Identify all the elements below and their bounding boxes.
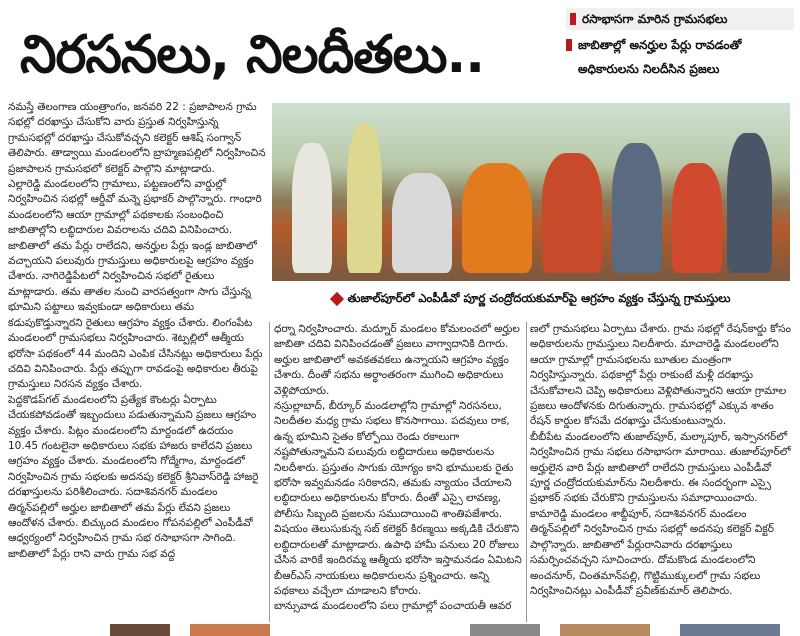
paragraph: కామారెడ్డి మండలం శాబ్దీపూర్, సదాశివనగర్ మండలం తిర్మన్‌పల్లిలో నిర్వహించిన గ్రామ సభల్లో అదనపు కలెక్టర్ విక్టర్ పాల్గొన్నారు. జాబితాలో పేర్లురానివారు దరఖాస్తులు సమర్పించవచ్చని సూచించారు. దోమకొండ మండలంలోని అంచనూర్, చింతమాన్‌పల్లి, గొట్టిముక్కులలో గ్రామ సభలు నిర్వహించినట్లు ఎంపీడీవో ప్రవీణ్‌కుమార్ తెలిపారు.	[530, 507, 774, 597]
highlights-box	[566, 8, 794, 98]
paragraph: బాన్సువాడ మండలంలోని పలు గ్రామాల్లో పంచాయతీ ఆవర	[274, 600, 512, 613]
paragraph: ఎల్లారెడ్డి మండలంలోని గ్రామాలు, పట్టణంలోని వార్డుల్లో నిర్వహించిన సభల్లో ఆర్డీవో మన్నె ప్రభాకర్ పాల్గొన్నారు. గాంధారి మండలంలోని ఆయా గ్రామాల్లో పథకాలకు సంబంధించి జాబితాల్లోని లబ్ధిదారుల వివరాలను చదివి వినిపించారు. జాబితాలో తమ పేర్లు రాలేదని, అనర్హుల పేర్లు ఇండ్ల జాబితాలో వచ్చాయని పలువురు గ్రామస్తులు అధికారులపై ఆగ్రహం వ్యక్తం చేశారు. నాగిరెడ్డిపేటలో నిర్వహించిన సభలో రైతులు మాట్లాడారు. తమ తాతల నుంచి వారసత్వంగా సాగు చేస్తున్న భూమిని పట్టాలు ఇవ్వకుండా అధికారులు తమ కడుపుకొడ్తున్నారని రైతులు ఆగ్రహం వ్యక్తం చేశారు. లింగంపేట మండలంలో గ్రామసభలు నిర్వహించారు. శెట్పల్లిలో ఆత్మీయ భరోసా పథకంలో 44 మందిని ఎంపిక చేసినట్లు అధికారులు పేర్లు చదివి వినిపించారు. పేర్లు తప్పుగా రావడంపై అధికారుల తీరుపై గ్రామస్తులు నిరసన వ్యక్తం చేశారు.	[8, 178, 263, 391]
paragraph: నమస్తే తెలంగాణ యంత్రాంగం, జనవరి 22 : ప్రజాపాలన గ్రామ సభల్లో దరఖాస్తు చేసుకోని వారు ప్రస్తుత నిర్వహిస్తున్న గ్రామసభల్లో దరఖాస్తు చేసుకోవచ్చని కలెక్టర్ ఆశిష్ సంగ్వాన్ తెలిపారు. తాడ్వాయి మండలంలోని బ్రాహ్మణపల్లిలో నిర్వహించిన ప్రజాపాలన గ్రామసభలో కలెక్టర్ పాల్గొని మాట్లాడారు.	[8, 101, 266, 175]
caption-marker-icon	[329, 291, 343, 305]
highlight-text: అధికారులను నిలదీసిన ప్రజలు	[578, 62, 720, 76]
bullet-icon	[570, 13, 576, 25]
paragraph: పెద్దకొడప్‌గల్ మండలంలోని ప్రత్యేక కౌంటర్లు ఏర్పాటు చేయకపోవడంతో ఇబ్బందులు పడుతున్నామని ప్రజలు ఆగ్రహం వ్యక్తం చేశారు. పిట్లం మండలంలోని మార్దండలో ఉదయం 10.45 గంటలైనా అధికారులు సభకు హాజరు కాలేదని ప్రజలు ఆగ్రహం వ్యక్తం చేశారు. మండలంలోని గోద్మేగాం, మార్దండలో నిర్వహించిన గ్రామ సభలకు అదనపు కలెక్టర్ శ్రీనివాస్‌రెడ్డి హాజరై దరఖాస్తులను పరిశీలించారు. సదాశివనగర్ మండలం తిర్మన్‌పల్లిలో అర్హుల జాబితాలో తమ పేర్లు లేవని ప్రజలు ఆందోళన చేశారు. బిచ్కుంద మండలం గోపనపల్లిలో ఎంపీడీవో ఆధ్వర్యంలో నిర్వహించిన గ్రామ సభ రసాభాసగా సాగింది. జాబితాలో పేర్లు రాని వారు గ్రామ సభ వద్ద	[8, 393, 259, 560]
highlight-item	[566, 8, 794, 30]
paragraph: బీబీపేట మండలంలోని తుజాల్‌పూర్, మల్కాపూర్, ఇస్సానగర్‌లో నిర్వహించిన గ్రామ సభలు రసాభాసగా మారాయి. తుజాల్‌పూర్‌లో అర్హులైన వారి పేర్లు జాబితాలో రాలేదని గ్రామస్తులు ఎంపీడీవో పూర్ణ చంద్రోదయకుమార్‌ను నిలదీశారు. ఈ సందర్భంగా ఎస్సై ప్రభాకర్ సభకు చేరుకొని గ్రామస్తులను సమాధాయించారు.	[530, 430, 791, 505]
headline: నిరసనలు, నిలదీతలు..	[20, 25, 484, 85]
photo-caption	[272, 288, 790, 308]
next-article-photos	[0, 624, 800, 636]
column-divider	[526, 322, 527, 622]
highlight-item	[566, 36, 794, 54]
caption-text: తుజాల్‌పూర్‌లో ఎంపీడీవో పూర్ణ చంద్రోదయకుమార్‌పై ఆగ్రహం వ్యక్తం చేస్తున్న గ్రామస్తులు	[347, 291, 731, 305]
bullet-icon	[566, 39, 572, 51]
highlight-text: జాబితాల్లో అనర్హుల పేర్లు రావడంతో	[578, 38, 742, 52]
article-column-2	[274, 322, 522, 622]
article-column-3	[530, 322, 792, 622]
paragraph: ణలో గ్రామసభలు ఏర్పాటు చేశారు. గ్రామ సభల్లో రేషన్‌కార్డు కోసం అధికారులను గ్రామస్తులు నిలదీశారు. మాచారెడ్డి మండలంలోని ఆయా గ్రామాల్లో గ్రామసభలను బూతుల మంత్రంగా నిర్వహిస్తున్నారు. పథకాల్లో పేర్లు రాకుంటే మళ్లీ దరఖాస్తు చేసుకోవాలని చెప్పి అధికారులు వెళ్లిపోతున్నారని ఆయా గ్రామాల ప్రజలు ఆందోళనకు దిగుతున్నారు. గ్రామసభల్లో ఎక్కువ శాతం రేషన్ కార్డుల కోసమే దరఖాస్తు చేసుకుంటున్నారు.	[530, 323, 791, 428]
news-photo	[272, 103, 790, 281]
column-divider	[269, 322, 270, 622]
paragraph: ధర్నా నిర్వహించారు. మద్నూర్ మండలం కోమలంచలో అర్హుల జాబితా చదివి వినిపించడంతో ప్రజలు వాగ్వాదానికి దిగారు. అర్హుల జాబితాలో అవకతవకలు ఉన్నాయని ఆగ్రహం వ్యక్తం చేశారు. దీంతో సభను అర్థాంతరంగా ముగించి అధికారులు వెళ్లిపోయారు.	[274, 323, 520, 397]
highlight-text: రసాభాసగా మారిన గ్రామసభలు	[582, 12, 728, 26]
article-column-1	[8, 100, 266, 620]
paragraph: నస్రుల్లాబాద్, బీర్కూర్ మండలాల్లోని గ్రామాల్లో నిరసనలు, నిలదీతల మధ్య గ్రామ సభలు కొనసాగాయి. పదవులు రాక, ఉన్న భూమిని సైతం కోల్పోయి రెండు రకాలుగా నష్టపోతున్నామని పలువురు లబ్ధిదారులు అధికారులను నిలదీశారు. ప్రస్తుతం సాగుకు యోగ్యం కాని భూములకు రైతు భరోసా ఇవ్వమనడం సరికాదని, తమకు న్యాయం చేయాలని లబ్ధిదారులు అధికారులను కోరారు. దీంతో ఎస్సై లావణ్య, పోలీసు సిబ్బంది ప్రజలను సముదాయించి శాంతిపజేశారు. విషయం తెలుసుకున్న సబ్ కలెక్టర్ కిరణ్మయి అక్కడికి చేరుకొని లబ్ధిదారులతో మాట్లాడారు. ఉపాధి హామీ పనులు 20 రోజులు చేసిన వారికే ఇందిరమ్మ ఆత్మీయ భరోసా ఇస్తామనడం ఏమిటని బీఆర్‌ఎస్ నాయకులు అధికారులను ప్రశ్నించారు. అన్ని పథకాలు వచ్చేలా చూడాలని కోరారు.	[274, 400, 522, 597]
